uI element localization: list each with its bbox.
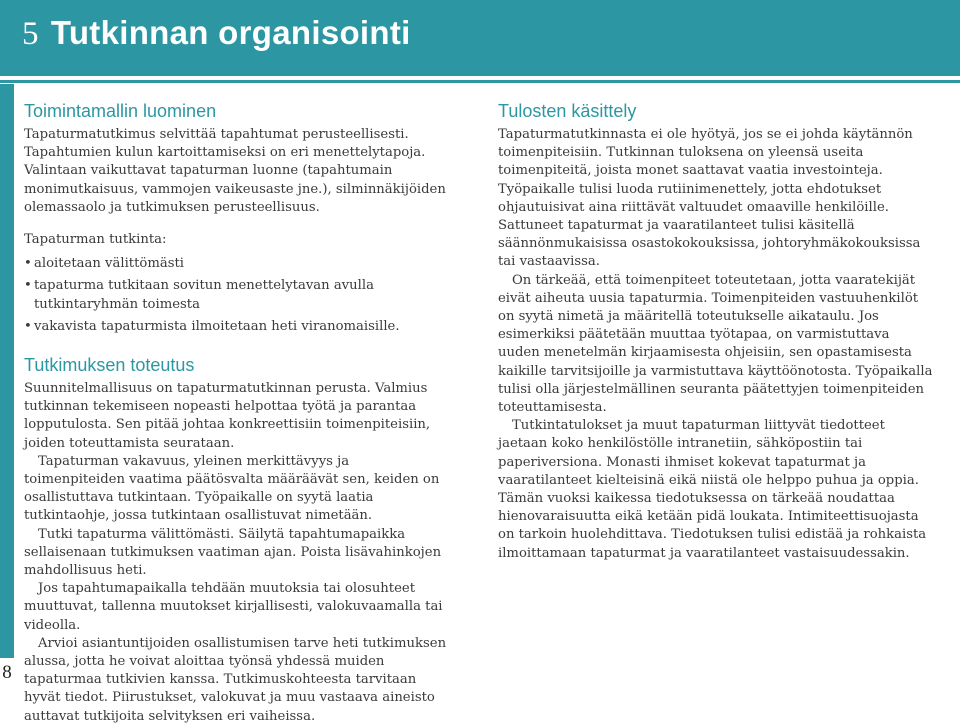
chapter-number: 5 bbox=[22, 16, 39, 52]
bullet-list bbox=[24, 255, 450, 336]
chapter-title bbox=[22, 14, 411, 53]
chapter-header bbox=[0, 0, 960, 76]
list-item bbox=[24, 318, 450, 336]
paragraph: Tutkintatulokset ja muut tapaturman liittyvät tiedotteet jaetaan koko henkilöstölle intranetiin, sähköpostiin tai paperiversiona. Monasti ihmiset kokevat tapaturmat ja vaaratilanteet kielteisinä eikä niistä ole helppo puhua ja oppia. Tämän vuoksi kaikessa tiedotuksessa on tärkeää noudattaa hienovaraisuutta eikä ketään pidä loukata. Intimiteettisuojasta on tarkoin huolehdittava. Tiedotuksen tulisi edistää ja rohkaista ilmoittamaan tapaturmat ja vaaratilanteet vastaisuudessakin. bbox=[498, 418, 927, 561]
spacer bbox=[24, 217, 450, 231]
paragraph: Tapaturmatutkinnasta ei ole hyötyä, jos se ei johda käytännön toimenpiteisiin. Tutkinnan tuloksena on yleensä useita toimenpiteitä, joista monet saattavat vaatia investointeja. Työpaikalle tulisi luoda rutiinimenettely, jotta ehdotukset ohjautuisivat aina riittävät valtuudet omaaville henkilöille. Sattuneet tapaturmat ja vaaratilanteet tulisi käsitellä säännönmukaisissa osastokokouksissa, johtoryhmäkokouksissa tai vastaavissa. bbox=[498, 127, 921, 270]
list-item-text: tapaturma tutkitaan sovitun menettelytavan avulla tutkintaryhmän toimesta bbox=[34, 278, 374, 312]
paragraph: Tapaturmatutkimus selvittää tapahtumat perusteellisesti. Tapahtumien kulun kartoittamiseksi on eri menettelytapoja. Valintaan vaikuttavat tapaturman luonne (tapahtumain monimutkaisuus, vammojen vaikeusaste jne.), silminnäkijöiden olemassaolo ja tutkimuksen perusteellisuus. bbox=[24, 127, 446, 215]
chapter-title-text: Tutkinnan organisointi bbox=[50, 14, 411, 51]
list-item bbox=[24, 255, 450, 273]
bullet-icon: • bbox=[24, 278, 32, 294]
paragraph: Tapaturman vakavuus, yleinen merkittävyys ja toimenpiteiden vaatima päätösvalta määräävät sen, keiden on osallistuttava tutkintaan. Työpaikalle on syytä laatia tutkintaohje, jossa tutkintaan osallistuvat nimetään. bbox=[24, 453, 440, 524]
side-bar bbox=[0, 84, 14, 658]
paragraph: Suunnitelmallisuus on tapaturmatutkinnan perusta. Valmius tutkinnan tekemiseen nopeasti helpottaa työtä ja parantaa lopputulosta. Sen pitää johtaa konkreettisiin toimenpiteisiin, joiden toteuttamista seurataan. bbox=[24, 381, 431, 451]
list-item-text: aloitetaan välittömästi bbox=[34, 256, 184, 272]
bullet-icon: • bbox=[24, 256, 32, 272]
section-heading-toteutus: Tutkimuksen toteutus bbox=[24, 355, 195, 376]
page-number: 8 bbox=[2, 662, 12, 683]
section-heading-toimintamalli: Toimintamallin luominen bbox=[24, 101, 217, 121]
left-column bbox=[24, 100, 450, 726]
list-item bbox=[24, 277, 450, 313]
right-column bbox=[498, 100, 935, 563]
header-rule bbox=[0, 80, 960, 83]
list-intro: Tapaturman tutkinta: bbox=[24, 232, 167, 248]
paragraph: Tutki tapaturma välittömästi. Säilytä tapahtumapaikka sellaisenaan tutkimuksen vaatiman ajan. Poista lisävahinkojen mahdollisuus heti. bbox=[24, 526, 442, 579]
paragraph: Arvioi asiantuntijoiden osallistumisen tarve heti tutkimuksen alussa, jotta he voivat aloittaa työnsä yhdessä muiden tapaturmaa tutkivien kanssa. Tutkimuskohteesta tarvitaan hyvät tiedot. Piirustukset, valokuvat ja muu vastaava aineisto auttavat tutkijoita selvityksen eri vaiheissa. bbox=[24, 635, 447, 724]
spacer bbox=[24, 340, 450, 354]
list-item-text: vakavista tapaturmista ilmoitetaan heti viranomaisille. bbox=[34, 318, 400, 334]
paragraph: Jos tapahtumapaikalla tehdään muutoksia tai olosuhteet muuttuvat, tallenna muutokset kirjallisesti, valokuvaamalla tai videolla. bbox=[24, 581, 443, 633]
bullet-icon: • bbox=[24, 318, 32, 334]
section-heading-tulosten-kasittely: Tulosten käsittely bbox=[498, 101, 637, 121]
paragraph: On tärkeää, että toimenpiteet toteutetaan, jotta vaaratekijät eivät aiheuta uusia tapaturmia. Toimenpiteiden vastuuhenkilöt on syytä nimetä ja määritellä toteutukselle aikataulu. Jos esimerkiksi päätetään muuttaa työtapaa, on varmistuttava uuden menetelmän kirjaamisesta ohjeisiin, sen opastamisesta kaikille tarvitsijoille ja varmistuttava käyttöönotosta. Työpaikalla tulisi olla järjestelmällinen seuranta päätettyjen toimenpiteiden toteuttamisesta. bbox=[498, 272, 933, 416]
